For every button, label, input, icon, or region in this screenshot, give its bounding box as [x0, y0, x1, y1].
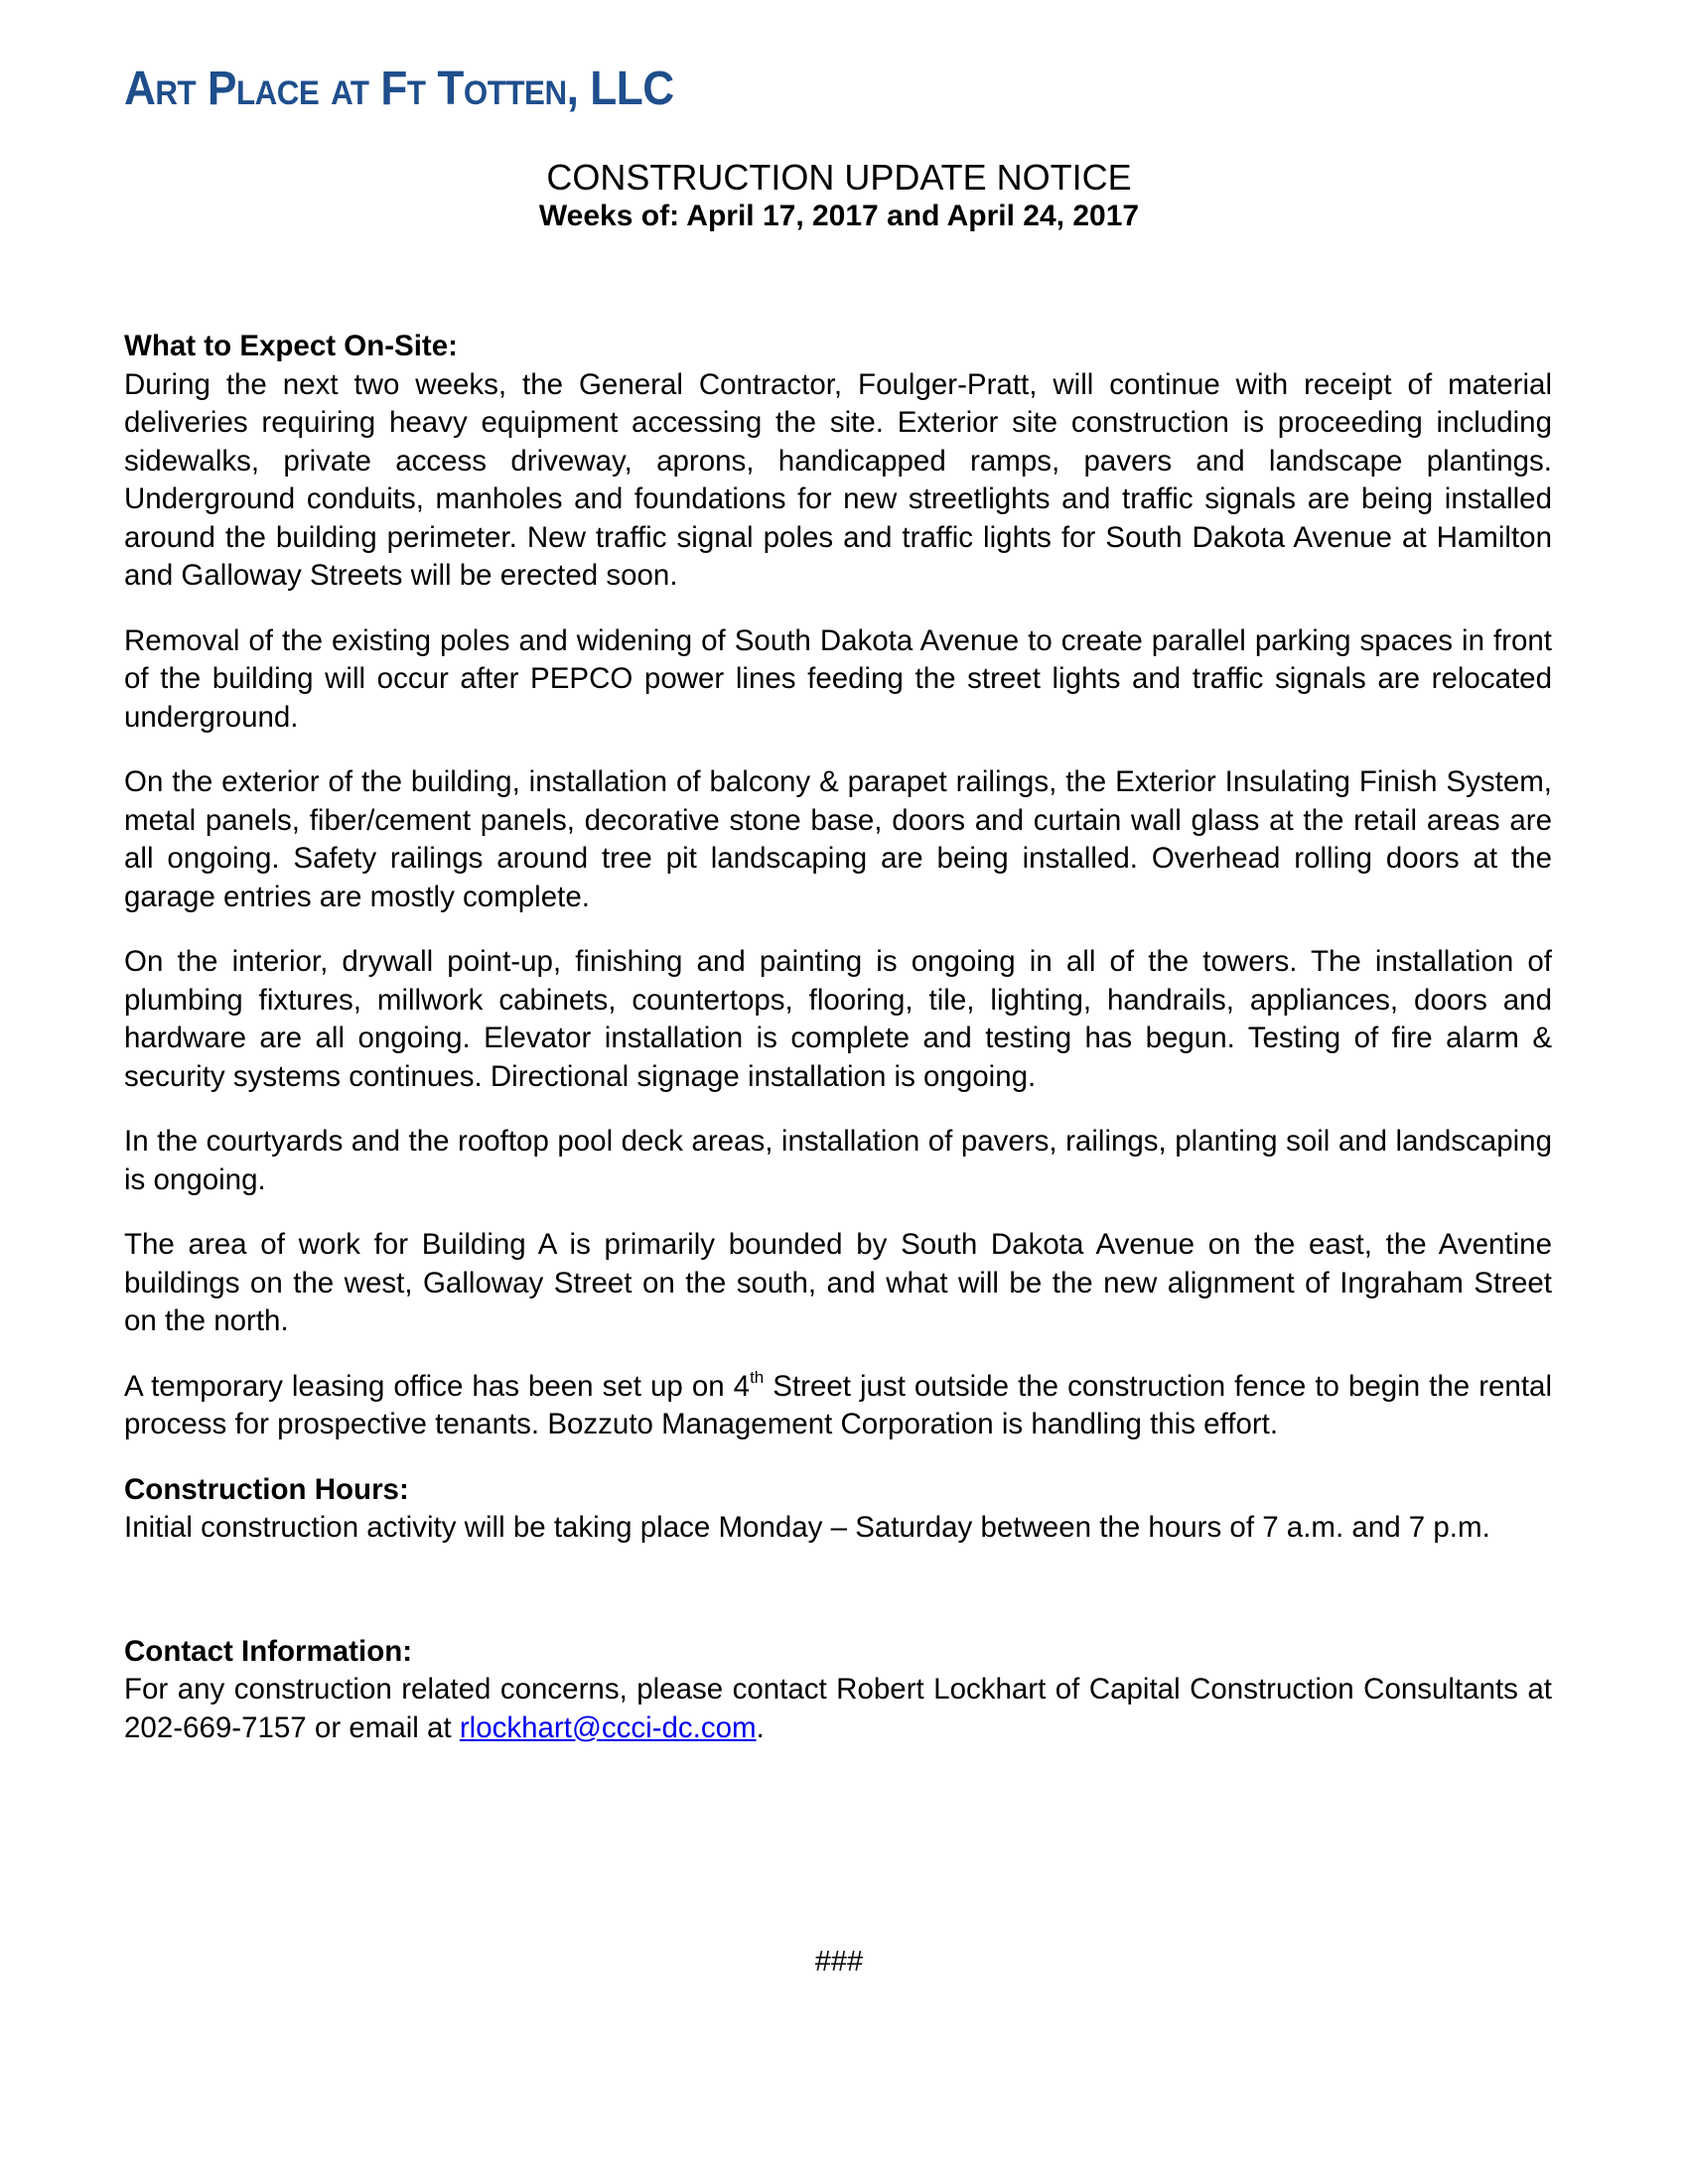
section-heading-hours: Construction Hours: [124, 1472, 409, 1506]
email-link[interactable]: rlockhart@ccci-dc.com [459, 1710, 757, 1744]
section-heading-expect: What to Expect On-Site: [124, 330, 458, 362]
company-name: Art Place at Ft Totten, LLC [124, 63, 674, 115]
end-mark: ### [814, 1946, 864, 1978]
paragraph: On the exterior of the building, installation of balcony & parapet railings, the Exterior Insulating Finish System, metal panels, fiber/cement panels, decorative stone base, doors and curtain wall glass at the retail areas are all ongoing. Safety railings around tree pit landscaping are being installed. Overhead rolling doors at the garage entries are mostly complete. [124, 765, 1552, 913]
leasing-paragraph: A temporary leasing office has been set up on 4th Street just outside the construction fence to begin the rental process for prospective tenants. Bozzuto Management Corporation is handling this effort. [124, 1367, 1552, 1440]
paragraph: On the interior, drywall point-up, finishing and painting is ongoing in all of the towers. The installation of plumbing fixtures, millwork cabinets, countertops, flooring, tile, lighting, handrails, appliances, doors and hardware are all ongoing. Elevator installation is complete and testing has begun. Testing of fire alarm & security systems continues. Directional signage installation is ongoing. [124, 945, 1552, 1093]
notice-body [124, 328, 1552, 1747]
spacer [124, 1548, 1552, 1633]
ordinal-suffix: th [750, 1367, 765, 1387]
hours-text: Initial construction activity will be taking place Monday – Saturday between the hours of 7 a.m. and 7 p.m. [124, 1511, 1490, 1544]
paragraph: Removal of the existing poles and widening of South Dakota Avenue to create parallel parking spaces in front of the building will occur after PEPCO power lines feeding the street lights and traffic signals are relocated underground. [124, 623, 1552, 734]
contact-text: For any construction related concerns, please contact Robert Lockhart of Capital Construction Consultants at 202-669-7157 or email at rlockhart@ccci-dc.com. [124, 1673, 1552, 1744]
weeks-of-date: Weeks of: April 17, 2017 and April 24, 2017 [538, 200, 1140, 232]
paragraph: In the courtyards and the rooftop pool deck areas, installation of pavers, railings, planting soil and landscaping is ongoing. [124, 1125, 1552, 1196]
section-heading-contact: Contact Information: [124, 1634, 413, 1668]
paragraph: During the next two weeks, the General Contractor, Foulger-Pratt, will continue with receipt of material deliveries requiring heavy equipment accessing the site. Exterior site construction is proceeding including sidewalks, private access driveway, aprons, handicapped ramps, pavers and landscape plantings. Underground conduits, manholes and foundations for new streetlights and traffic signals are being installed around the building perimeter. New traffic signal poles and traffic lights for South Dakota Avenue at Hamilton and Galloway Streets will be erected soon. [124, 367, 1552, 592]
paragraph: The area of work for Building A is primarily bounded by South Dakota Avenue on the east, the Aventine buildings on the west, Galloway Street on the south, and what will be the new alignment of Ingraham Street on the north. [124, 1228, 1552, 1337]
notice-title: CONSTRUCTION UPDATE NOTICE [546, 157, 1132, 198]
